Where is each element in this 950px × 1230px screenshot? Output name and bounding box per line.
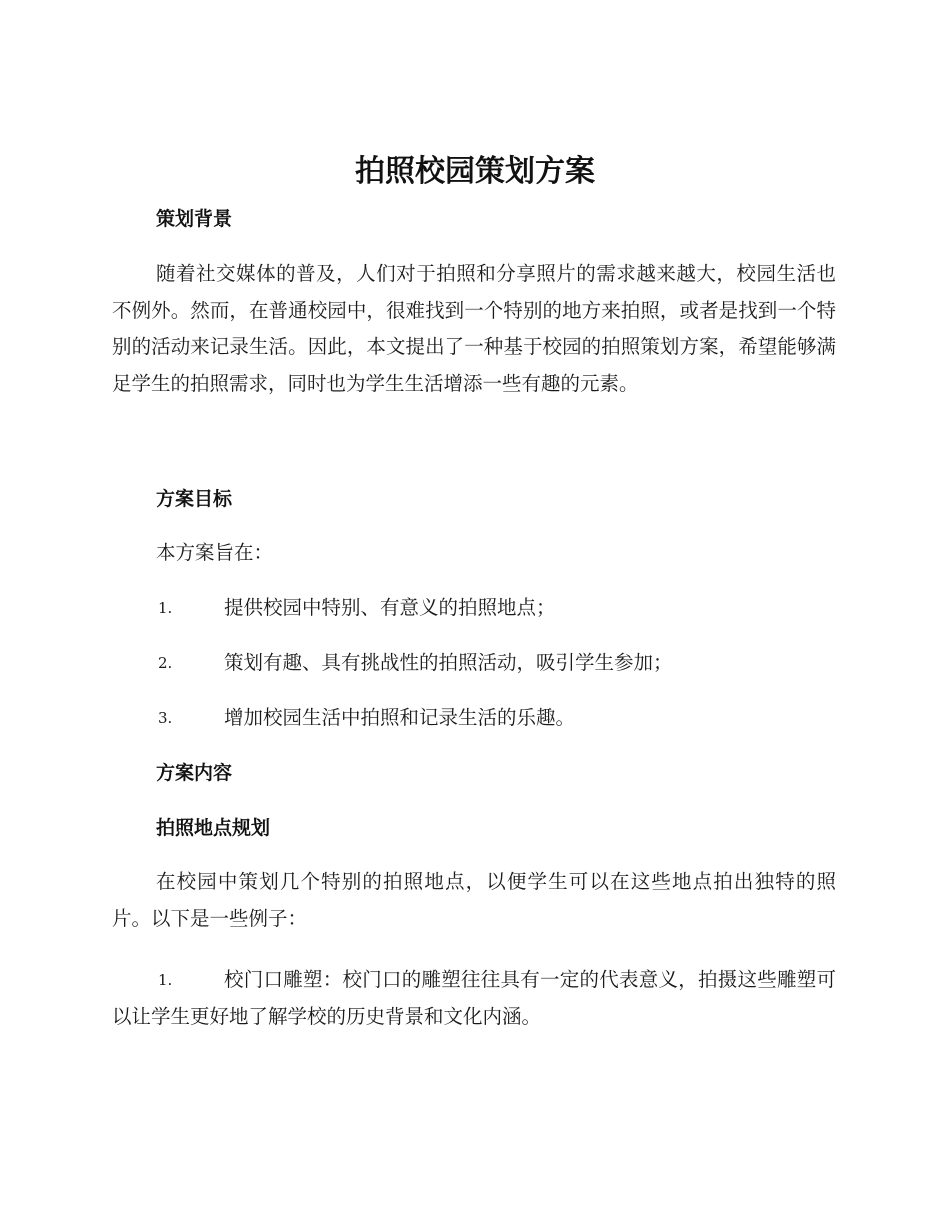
location-list-item [112, 962, 836, 1035]
list-item-text: 提供校园中特别、有意义的拍照地点； [224, 596, 556, 619]
section-heading-background: 策划背景 [156, 208, 233, 230]
document-title: 拍照校园策划方案 [355, 154, 595, 189]
goal-list-item [112, 645, 836, 682]
section-heading-content: 方案内容 [156, 762, 233, 784]
locations-paragraph: 在校园中策划几个特别的拍照地点，以便学生可以在这些地点拍出独特的照片。以下是一些例子： [112, 870, 836, 930]
section-heading-locations: 拍照地点规划 [156, 817, 271, 839]
list-item-text: 校门口雕塑：校门口的雕塑往往具有一定的代表意义，拍摄这些雕塑可以让学生更好地了解学校的历史背景和文化内涵。 [112, 968, 836, 1028]
list-number: 2. [158, 654, 173, 672]
goals-intro: 本方案旨在： [156, 541, 274, 564]
list-number: 1. [158, 971, 173, 989]
goal-list-item [112, 590, 836, 627]
background-paragraph: 随着社交媒体的普及，人们对于拍照和分享照片的需求越来越大，校园生活也不例外。然而，在普通校园中，很难找到一个特别的地方来拍照，或者是找到一个特别的活动来记录生活。因此，本文提出了一种基于校园的拍照策划方案，希望能够满足学生的拍照需求，同时也为学生生活增添一些有趣的元素。 [112, 262, 836, 395]
list-number: 1. [158, 599, 173, 617]
list-number: 3. [158, 709, 173, 727]
section-heading-goals: 方案目标 [156, 488, 233, 510]
list-item-text: 增加校园生活中拍照和记录生活的乐趣。 [224, 706, 576, 729]
goal-list-item [112, 700, 836, 737]
list-item-text: 策划有趣、具有挑战性的拍照活动，吸引学生参加； [224, 651, 673, 674]
